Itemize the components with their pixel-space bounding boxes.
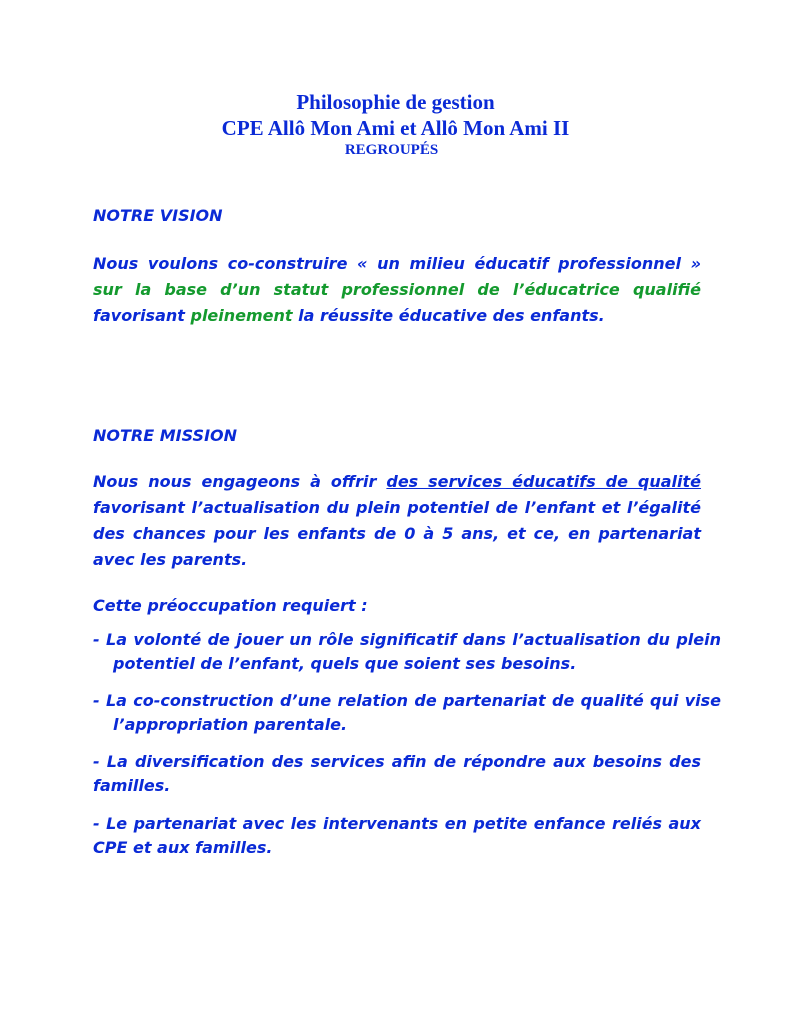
vision-heading: NOTRE VISION [93,206,223,225]
requirement-intro: Cette préoccupation requiert : [93,596,368,615]
requirement-item-1: - La volonté de jouer un rôle significatif dans l’actualisation du plein potentiel de l’enfant, quels que soient ses besoins. [93,630,721,673]
requirement-item-2: - La co-construction d’une relation de partenariat de qualité qui vise l’appropriation parentale. [93,691,721,734]
vision-text-part2: favorisant [93,306,191,325]
mission-paragraph [93,469,701,573]
mission-heading: NOTRE MISSION [93,426,238,445]
document-subtitle-tag: REGROUPÉS [344,142,439,158]
vision-paragraph [93,251,701,329]
vision-text-green1: sur la base d’un statut professionnel de l’éducatrice qualifié [93,280,701,299]
vision-text-part3: la réussite éducative des enfants. [292,306,605,325]
vision-text-green2: pleinement [190,306,293,325]
mission-text-part1: Nous nous engageons à offrir [93,472,387,491]
mission-text-part2: favorisant l’actualisation du plein potentiel de l’enfant et l’égalité des chances pour les enfants de 0 à 5 ans, et ce, en partenariat avec les parents. [93,498,701,569]
document-title: Philosophie de gestion [296,90,495,114]
requirement-item-3: - La diversification des services afin de répondre aux besoins des familles. [93,752,701,795]
mission-text-underlined: des services éducatifs de qualité [386,472,702,491]
requirement-item-4: - Le partenariat avec les intervenants en petite enfance reliés aux CPE et aux familles. [93,814,701,857]
vision-text-part1: Nous voulons co-construire « un milieu éducatif professionnel » [93,254,701,273]
document-subtitle: CPE Allô Mon Ami et Allô Mon Ami II [221,116,570,140]
